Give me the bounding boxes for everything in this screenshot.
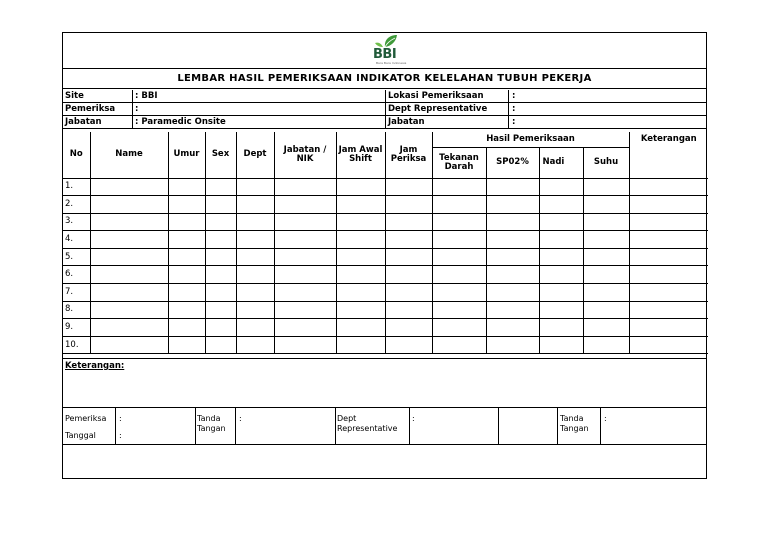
jabatan-value: : Paramedic Onsite [135, 117, 226, 127]
header-hasil-pemeriksaan: Hasil Pemeriksaan [432, 132, 629, 147]
pemeriksa-sign-colon[interactable]: : [119, 414, 122, 423]
table-cell[interactable] [236, 213, 274, 231]
form-sheet [62, 32, 707, 479]
table-cell[interactable] [539, 231, 583, 249]
table-row [63, 231, 708, 249]
table-cell[interactable] [583, 231, 629, 249]
table-cell[interactable] [486, 319, 539, 337]
table-cell[interactable] [486, 196, 539, 214]
table-cell[interactable] [336, 231, 385, 249]
table-cell[interactable] [432, 336, 486, 354]
table-cell[interactable] [486, 301, 539, 319]
table-cell[interactable] [205, 266, 236, 284]
table-cell[interactable] [432, 231, 486, 249]
table-cell[interactable] [336, 284, 385, 302]
table-row [63, 196, 708, 214]
table-cell[interactable] [486, 178, 539, 196]
table-cell[interactable] [486, 213, 539, 231]
dept-sign-label-b: Representative [337, 424, 398, 433]
table-cell[interactable] [385, 301, 432, 319]
table-cell[interactable] [629, 284, 708, 302]
table-cell[interactable] [90, 284, 168, 302]
table-cell[interactable] [583, 336, 629, 354]
table-cell[interactable] [539, 336, 583, 354]
header-tekanan-darah: Tekanan Darah [432, 147, 486, 178]
table-cell[interactable] [168, 248, 205, 266]
table-cell[interactable] [385, 319, 432, 337]
header-jam-awal-shift: Jam Awal Shift [336, 132, 385, 178]
dept-sign-colon[interactable]: : [412, 414, 415, 423]
logo-tagline: Bara Bara Indonesia [376, 61, 407, 65]
table-cell[interactable] [205, 284, 236, 302]
header-keterangan: Keterangan [629, 132, 708, 147]
table-cell[interactable] [274, 213, 336, 231]
row-number: 3. [63, 213, 90, 231]
table-cell[interactable] [205, 319, 236, 337]
table-cell[interactable] [168, 336, 205, 354]
pemeriksa-value[interactable]: : [135, 104, 139, 114]
table-cell[interactable] [236, 319, 274, 337]
table-cell[interactable] [629, 266, 708, 284]
table-cell[interactable] [168, 284, 205, 302]
table-cell[interactable] [583, 196, 629, 214]
row-number: 9. [63, 319, 90, 337]
table-cell[interactable] [486, 248, 539, 266]
table-cell[interactable] [236, 248, 274, 266]
lokasi-label: Lokasi Pemeriksaan [388, 91, 484, 101]
table-cell[interactable] [583, 213, 629, 231]
site-label: Site [65, 91, 84, 101]
table-row [63, 248, 708, 266]
row-number: 7. [63, 284, 90, 302]
table-cell[interactable] [583, 319, 629, 337]
table-row [63, 284, 708, 302]
jabatan-2-label: Jabatan [388, 117, 425, 127]
table-cell[interactable] [539, 266, 583, 284]
table-cell[interactable] [385, 213, 432, 231]
table-cell[interactable] [90, 248, 168, 266]
table-cell[interactable] [236, 301, 274, 319]
table-cell[interactable] [539, 178, 583, 196]
logo-row [63, 33, 706, 69]
table-row [63, 336, 708, 354]
table-cell[interactable] [385, 196, 432, 214]
table-cell[interactable] [385, 178, 432, 196]
table-cell[interactable] [90, 196, 168, 214]
table-cell[interactable] [168, 178, 205, 196]
table-cell[interactable] [385, 266, 432, 284]
table-cell[interactable] [168, 213, 205, 231]
table-cell[interactable] [432, 248, 486, 266]
pemeriksa-label: Pemeriksa [65, 104, 116, 114]
header-no: No [63, 132, 90, 178]
table-cell[interactable] [236, 196, 274, 214]
header-umur: Umur [168, 132, 205, 178]
header-jam-periksa: Jam Periksa [385, 132, 432, 178]
signature-row [63, 408, 706, 445]
table-cell[interactable] [385, 336, 432, 354]
dept-representative-value[interactable]: : [512, 104, 516, 114]
info-row-jabatan [63, 116, 706, 129]
table-cell[interactable] [236, 336, 274, 354]
table-cell[interactable] [274, 266, 336, 284]
table-cell[interactable] [90, 178, 168, 196]
table-cell[interactable] [205, 231, 236, 249]
table-cell[interactable] [336, 301, 385, 319]
table-row [63, 178, 708, 196]
header-name: Name [90, 132, 168, 178]
row-number: 6. [63, 266, 90, 284]
table-cell[interactable] [583, 178, 629, 196]
header-spo2: SP02% [486, 147, 539, 178]
table-cell[interactable] [432, 178, 486, 196]
table-cell[interactable] [486, 336, 539, 354]
tanda-tangan-2-label-b: Tangan [560, 424, 589, 433]
table-cell[interactable] [336, 213, 385, 231]
table-cell[interactable] [90, 301, 168, 319]
table-cell[interactable] [486, 266, 539, 284]
tanda-tangan-1-label-b: Tangan [197, 424, 226, 433]
tanda-tangan-1-colon[interactable]: : [239, 414, 242, 423]
row-number: 1. [63, 178, 90, 196]
table-cell[interactable] [205, 213, 236, 231]
table-cell[interactable] [168, 319, 205, 337]
bbi-logo [367, 34, 407, 68]
table-cell[interactable] [205, 336, 236, 354]
table-cell[interactable] [205, 301, 236, 319]
exam-table [63, 132, 708, 354]
table-cell[interactable] [432, 319, 486, 337]
table-row [63, 301, 708, 319]
table-cell[interactable] [168, 301, 205, 319]
jabatan-label: Jabatan [65, 117, 102, 127]
table-cell[interactable] [583, 266, 629, 284]
table-cell[interactable] [486, 231, 539, 249]
table-cell[interactable] [629, 178, 708, 196]
dept-sign-label-a: Dept [337, 414, 357, 423]
table-cell[interactable] [539, 196, 583, 214]
table-cell[interactable] [629, 213, 708, 231]
lokasi-value[interactable]: : [512, 91, 516, 101]
row-number: 8. [63, 301, 90, 319]
table-cell[interactable] [583, 284, 629, 302]
table-cell[interactable] [432, 301, 486, 319]
table-cell[interactable] [629, 231, 708, 249]
table-cell[interactable] [90, 266, 168, 284]
tanggal-sign-label: Tanggal [65, 431, 96, 440]
row-number: 10. [63, 336, 90, 354]
table-cell[interactable] [274, 231, 336, 249]
site-value: : BBI [135, 91, 158, 101]
table-cell[interactable] [168, 231, 205, 249]
header-jabatan-nik: Jabatan / NIK [274, 132, 336, 178]
table-cell[interactable] [336, 178, 385, 196]
table-cell[interactable] [583, 301, 629, 319]
table-cell[interactable] [385, 231, 432, 249]
table-cell[interactable] [236, 266, 274, 284]
table-cell[interactable] [629, 196, 708, 214]
tanggal-sign-colon[interactable]: : [119, 431, 122, 440]
notes-section [63, 358, 706, 408]
table-cell[interactable] [205, 248, 236, 266]
table-cell[interactable] [432, 213, 486, 231]
row-number: 2. [63, 196, 90, 214]
table-cell[interactable] [236, 178, 274, 196]
table-cell[interactable] [168, 196, 205, 214]
table-cell[interactable] [336, 196, 385, 214]
table-cell[interactable] [274, 248, 336, 266]
table-cell[interactable] [629, 336, 708, 354]
table-cell[interactable] [583, 248, 629, 266]
table-cell[interactable] [539, 284, 583, 302]
table-row [63, 266, 708, 284]
table-cell[interactable] [629, 301, 708, 319]
table-cell[interactable] [90, 213, 168, 231]
table-cell[interactable] [274, 336, 336, 354]
table-cell[interactable] [274, 301, 336, 319]
tanda-tangan-2-label-a: Tanda [560, 414, 584, 423]
form-title: LEMBAR HASIL PEMERIKSAAN INDIKATOR KELELAHAN TUBUH PEKERJA [63, 69, 706, 89]
table-cell[interactable] [274, 178, 336, 196]
table-cell[interactable] [205, 196, 236, 214]
pemeriksa-sign-label: Pemeriksa [65, 414, 107, 423]
dept-representative-label: Dept Representative [388, 104, 488, 114]
table-cell[interactable] [274, 319, 336, 337]
table-cell[interactable] [539, 213, 583, 231]
tanda-tangan-1-label-a: Tanda [197, 414, 221, 423]
table-cell[interactable] [432, 266, 486, 284]
table-row [63, 319, 708, 337]
header-nadi: Nadi [539, 147, 583, 178]
table-cell[interactable] [205, 178, 236, 196]
table-cell[interactable] [274, 284, 336, 302]
table-cell[interactable] [539, 319, 583, 337]
table-cell[interactable] [432, 284, 486, 302]
table-cell[interactable] [336, 248, 385, 266]
table-cell[interactable] [236, 231, 274, 249]
table-cell[interactable] [336, 266, 385, 284]
row-number: 5. [63, 248, 90, 266]
notes-label: Keterangan: [65, 361, 125, 371]
table-cell[interactable] [629, 319, 708, 337]
table-cell[interactable] [90, 336, 168, 354]
table-cell[interactable] [539, 248, 583, 266]
table-cell[interactable] [432, 196, 486, 214]
table-cell[interactable] [629, 248, 708, 266]
logo-text: BBI [373, 47, 397, 62]
header-dept: Dept [236, 132, 274, 178]
table-cell[interactable] [90, 319, 168, 337]
info-row-pemeriksa [63, 103, 706, 116]
table-cell[interactable] [385, 284, 432, 302]
table-cell[interactable] [486, 284, 539, 302]
table-cell[interactable] [90, 231, 168, 249]
table-cell[interactable] [385, 248, 432, 266]
header-sex: Sex [205, 132, 236, 178]
table-row [63, 213, 708, 231]
jabatan-2-value[interactable]: : [512, 117, 516, 127]
table-cell[interactable] [274, 196, 336, 214]
table-cell[interactable] [336, 336, 385, 354]
table-cell[interactable] [336, 319, 385, 337]
table-cell[interactable] [168, 266, 205, 284]
tanda-tangan-2-colon[interactable]: : [604, 414, 607, 423]
header-suhu: Suhu [583, 147, 629, 178]
table-cell[interactable] [539, 301, 583, 319]
table-cell[interactable] [236, 284, 274, 302]
row-number: 4. [63, 231, 90, 249]
info-row-site [63, 90, 706, 103]
